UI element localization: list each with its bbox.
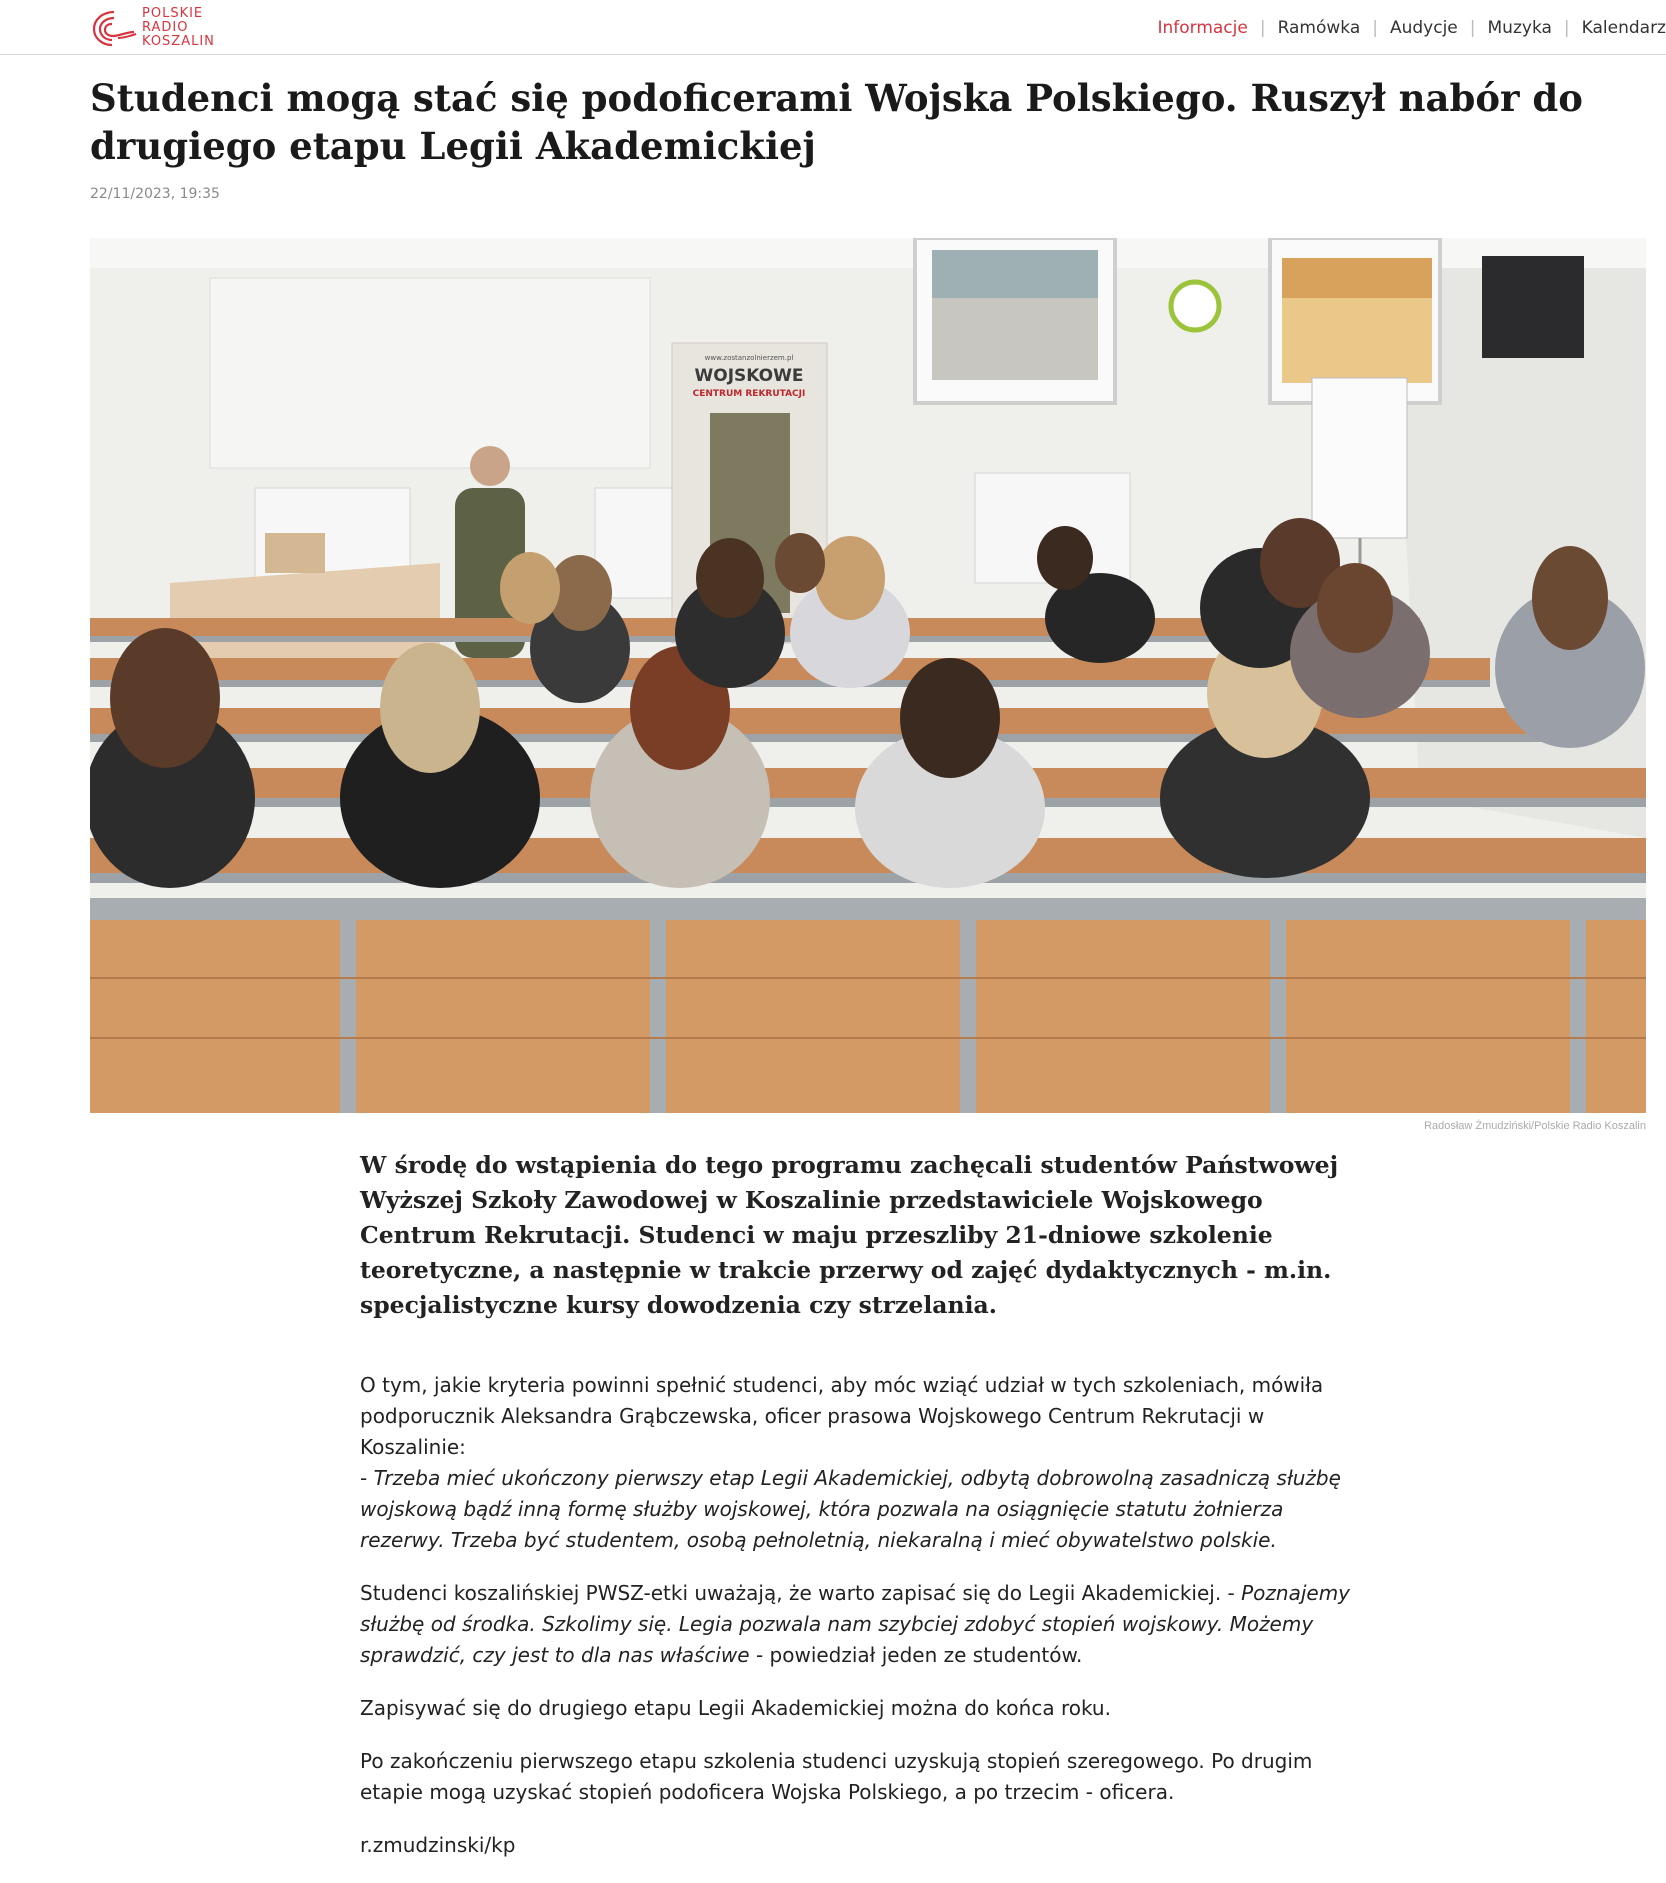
photo-credit: Radosław Żmudziński/Polskie Radio Koszalin <box>1424 1120 1646 1132</box>
main-nav <box>1157 0 1666 55</box>
radio-logo-icon <box>90 8 138 48</box>
site-logo[interactable] <box>90 6 215 50</box>
nav-informacje[interactable]: Informacje <box>1157 17 1248 38</box>
logo-text: POLSKIE RADIO KOSZALIN <box>142 6 215 49</box>
article-author: r.zmudzinski/kp <box>360 1833 516 1857</box>
nav-separator: | <box>1469 17 1476 38</box>
banner-url: www.zostanzolnierzem.pl <box>704 354 794 362</box>
paragraph-3: Zapisywać się do drugiego etapu Legii Akademickiej można do końca roku. <box>360 1696 1111 1720</box>
nav-separator: | <box>1259 17 1266 38</box>
lecture-hall-photo <box>90 238 1646 1113</box>
article-date: 22/11/2023, 19:35 <box>90 186 220 202</box>
paragraph-2 <box>360 1578 1370 1671</box>
nav-muzyka[interactable]: Muzyka <box>1487 17 1552 38</box>
article-body <box>360 1370 1370 1883</box>
nav-kalendarz[interactable]: Kalendarz <box>1581 17 1666 38</box>
paragraph-1 <box>360 1370 1370 1556</box>
paragraph-1-intro: O tym, jakie kryteria powinni spełnić studenci, aby móc wziąć udział w tych szkoleniach, mówiła podporucznik Aleksandra Grąbczewska, oficer prasowa Wojskowego Centrum Rekrutacji w Koszalinie: <box>360 1373 1324 1459</box>
paragraph-4: Po zakończeniu pierwszego etapu szkolenia studenci uzyskują stopień szeregowego. Po drugim etapie mogą uzyskać stopień podoficera Wojska Polskiego, a po trzecim - oficera. <box>360 1749 1313 1804</box>
banner-title: WOJSKOWE <box>694 366 804 386</box>
article-lead: W środę do wstąpienia do tego programu zachęcali studentów Państwowej Wyższej Szkoły Zawodowej w Koszalinie przedstawiciele Wojskowego Centrum Rekrutacji. Studenci w maju przeszliby 21-dniowe szkolenie teoretyczne, a następnie w trakcie przerwy od zajęć dydaktycznych - m.in. specjalistyczne kursy dowodzenia czy strzelania. <box>360 1151 1339 1319</box>
paragraph-2-intro: Studenci koszalińskiej PWSZ-etki uważają, że warto zapisać się do Legii Akademickiej. - <box>360 1581 1242 1605</box>
nav-separator: | <box>1563 17 1570 38</box>
banner-subtitle: CENTRUM REKRUTACJI <box>692 389 806 399</box>
nav-separator: | <box>1372 17 1378 38</box>
paragraph-2-quote: Poznajemy służbę od środka. Szkolimy się. Legia pozwala nam szybciej zdobyć stopień wojskowy. Możemy sprawdzić, czy jest to dla nas właściwe <box>360 1581 1351 1667</box>
paragraph-1-quote: Trzeba mieć ukończony pierwszy etap Legii Akademickiej, odbytą dobrowolną zasadniczą służbę wojskową bądź inną formę służby wojskowej, która pozwala na osiągnięcie statutu żołnierza rezerwy. Trzeba być studentem, osobą pełnoletnią, niekaralną i mieć obywatelstwo polskie. <box>360 1466 1341 1552</box>
top-bar <box>0 0 1666 55</box>
paragraph-2-end: - powiedział jeden ze studentów. <box>749 1643 1083 1667</box>
nav-ramowka[interactable]: Ramówka <box>1277 17 1361 38</box>
nav-audycje[interactable]: Audycje <box>1389 17 1458 38</box>
paragraph-1-dash: - <box>360 1466 374 1490</box>
article-photo[interactable] <box>90 238 1646 1113</box>
article-title: Studenci mogą stać się podoficerami Wojska Polskiego. Ruszył nabór do drugiego etapu Legii Akademickiej <box>90 76 1583 168</box>
